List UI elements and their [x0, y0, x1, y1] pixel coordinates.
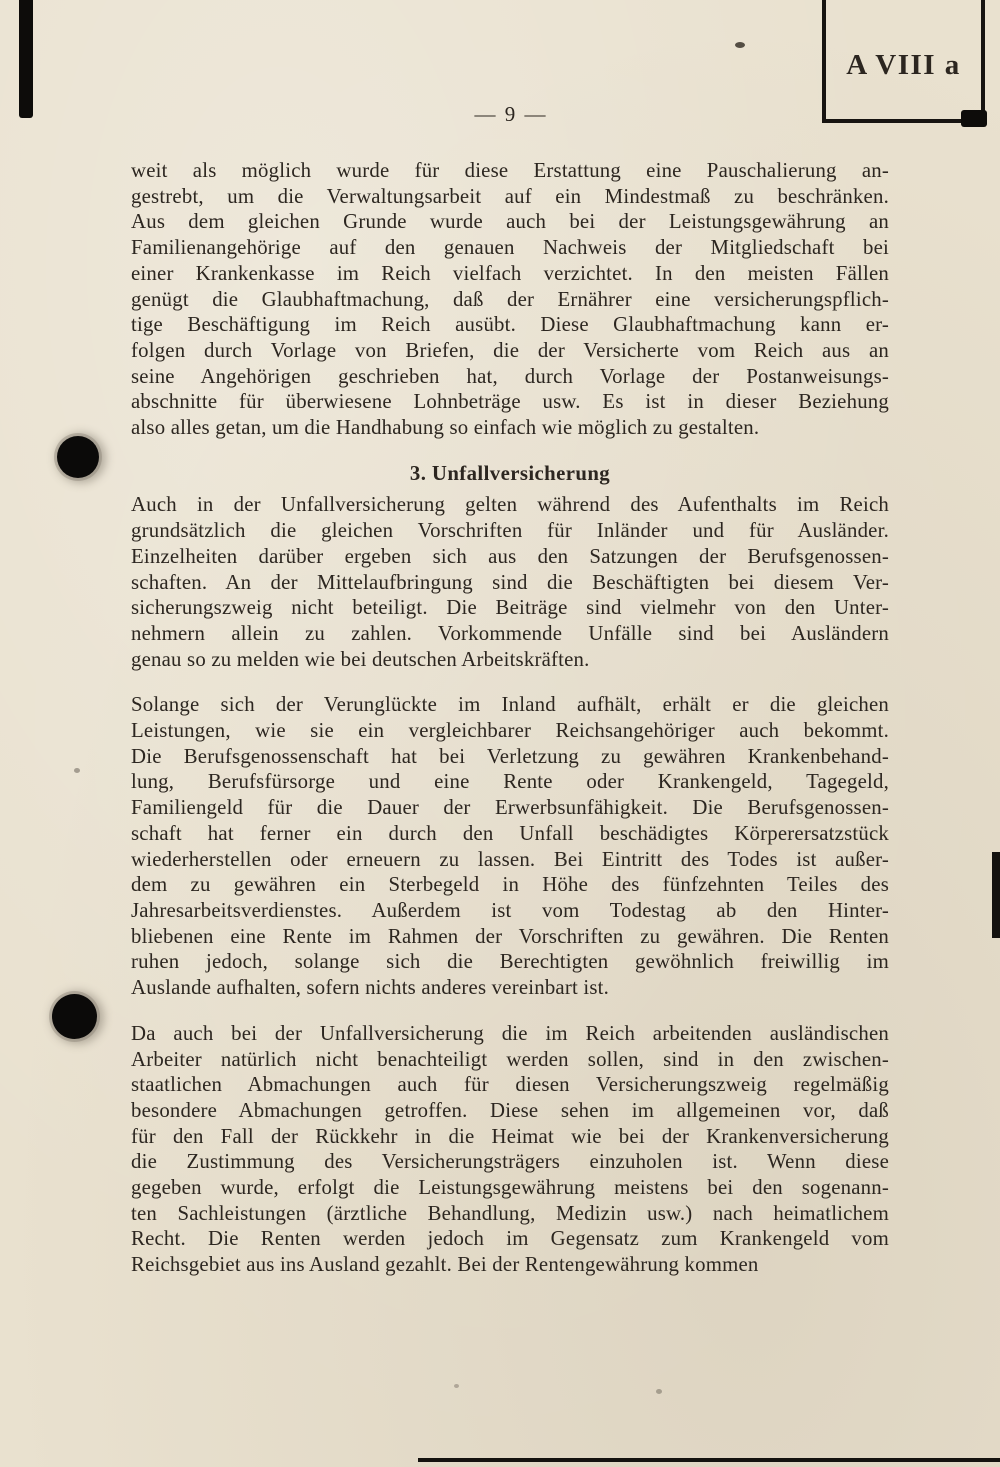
text-line: wiederherstellen oder erneuern zu lassen. Bei Eintritt des Todes ist außer- — [131, 847, 889, 871]
paragraph — [131, 492, 889, 672]
text-line: schaft hat ferner ein durch den Unfall beschädigtes Körperersatzstück — [131, 821, 889, 845]
text-line: weit als möglich wurde für diese Erstattung eine Pauschalierung an- — [131, 159, 889, 182]
text-line: die Zustimmung des Versicherungsträgers einzuholen ist. Wenn diese — [131, 1150, 889, 1174]
scan-edge-mark-right — [992, 852, 1000, 938]
text-line: also alles getan, um die Handhabung so einfach wie möglich zu gestalten. — [131, 416, 760, 440]
text-line: Arbeiter natürlich nicht benachteiligt werden sollen, sind in den zwischen- — [131, 1047, 889, 1071]
text-line: dem zu gewähren ein Sterbegeld in Höhe des fünfzehnten Teiles des — [131, 873, 889, 897]
text-line: besondere Abmachungen getroffen. Diese sehen im allgemeinen vor, daß — [131, 1098, 889, 1122]
text-line: ten Sachleistungen (ärztliche Behandlung, Medizin usw.) nach heimatlichem — [131, 1201, 889, 1225]
text-line: grundsätzlich die gleichen Vorschriften für Inländer und für Ausländer. — [131, 519, 889, 543]
text-line: Recht. Die Renten werden jedoch im Gegensatz zum Krankengeld vom — [131, 1227, 889, 1251]
paper-speck — [735, 42, 745, 48]
text-line: sicherungszweig nicht beteiligt. Die Beiträge sind vielmehr von den Unter- — [131, 596, 889, 620]
classification-stamp: A VIII a — [846, 49, 961, 81]
text-line: staatlichen Abmachungen auch für diesen Versicherungszweig regelmäßig — [131, 1073, 889, 1097]
text-line: lung, Berufsfürsorge und eine Rente oder Krankengeld, Tagegeld, — [131, 770, 889, 794]
text-line: Da auch bei der Unfallversicherung die im Reich arbeitenden ausländischen — [131, 1021, 889, 1045]
hole-punch-bottom — [52, 994, 97, 1039]
text-line: Auslande aufhalten, sofern nichts anderes vereinbart ist. — [131, 976, 610, 1000]
text-line: gegeben wurde, erfolgt die Leistungsgewährung meistens bei den sogenann- — [131, 1176, 889, 1200]
text-line: Die Berufsgenossenschaft hat bei Verletzung zu gewähren Krankenbehand- — [131, 744, 889, 768]
text-line: genau so zu melden wie bei deutschen Arbeitskräften. — [131, 647, 590, 671]
scan-edge-mark-bottom — [418, 1458, 1000, 1462]
text-line: Einzelheiten darüber ergeben sich aus den Satzungen der Berufsgenossen- — [131, 544, 889, 568]
text-line: tige Beschäftigung im Reich ausübt. Diese Glaubhaftmachung kann er- — [131, 313, 889, 337]
paragraph — [131, 692, 889, 1000]
text-line: abschnitte für überwiesene Lohnbeträge usw. Es ist in dieser Beziehung — [131, 390, 889, 414]
hole-punch-top — [57, 436, 99, 478]
text-line: Leistungen, wie sie ein vergleichbarer Reichsangehöriger auch bekommt. — [131, 719, 889, 743]
text-line: Auch in der Unfallversicherung gelten während des Aufenthalts im Reich — [131, 493, 889, 517]
text-block — [131, 158, 889, 1298]
text-line: für den Fall der Rückkehr in die Heimat wie bei der Krankenversicherung — [131, 1124, 889, 1148]
paragraph — [131, 1021, 889, 1278]
paragraph — [131, 158, 889, 441]
paper-speck — [454, 1384, 459, 1388]
text-line: gestrebt, um die Verwaltungsarbeit auf ein Mindestmaß zu beschränken. — [131, 184, 889, 208]
scan-edge-mark-top-left — [19, 0, 33, 118]
section-heading: 3. Unfallversicherung — [409, 461, 611, 485]
text-line: Jahresarbeitsverdienstes. Außerdem ist vom Todestag ab den Hinter- — [131, 898, 889, 922]
text-line: Familienangehörige auf den genauen Nachweis der Mitgliedschaft bei — [131, 236, 889, 260]
page-number: — 9 — — [474, 102, 548, 126]
text-line: Familiengeld für die Dauer der Erwerbsunfähigkeit. Die Berufsgenossen- — [131, 796, 889, 820]
text-line: Aus dem gleichen Grunde wurde auch bei der Leistungsgewährung an — [131, 210, 889, 234]
paper-speck — [656, 1389, 662, 1394]
text-line: bliebenen eine Rente im Rahmen der Vorschriften zu gewähren. Die Renten — [131, 924, 889, 948]
text-line: seine Angehörigen geschrieben hat, durch Vorlage der Postanweisungs- — [131, 364, 889, 388]
text-line: folgen durch Vorlage von Briefen, die der Versicherte vom Reich aus an — [131, 338, 889, 362]
text-line: nehmern allein zu zahlen. Vorkommende Unfälle sind bei Ausländern — [131, 621, 889, 645]
text-line: einer Krankenkasse im Reich vielfach verzichtet. In den meisten Fällen — [131, 261, 889, 285]
text-line: schaften. An der Mittelaufbringung sind die Beschäftigten bei diesem Ver- — [131, 570, 889, 594]
text-line: ruhen jedoch, solange sich die Berechtigten gewöhnlich freiwillig im — [131, 950, 889, 974]
paper-speck — [74, 768, 80, 773]
text-line: Reichsgebiet aus ins Ausland gezahlt. Bei der Rentengewährung kommen — [131, 1253, 759, 1277]
text-line: Solange sich der Verunglückte im Inland aufhält, erhält er die gleichen — [131, 693, 889, 717]
text-line: genügt die Glaubhaftmachung, daß der Ernährer eine versicherungspflich- — [131, 287, 889, 311]
